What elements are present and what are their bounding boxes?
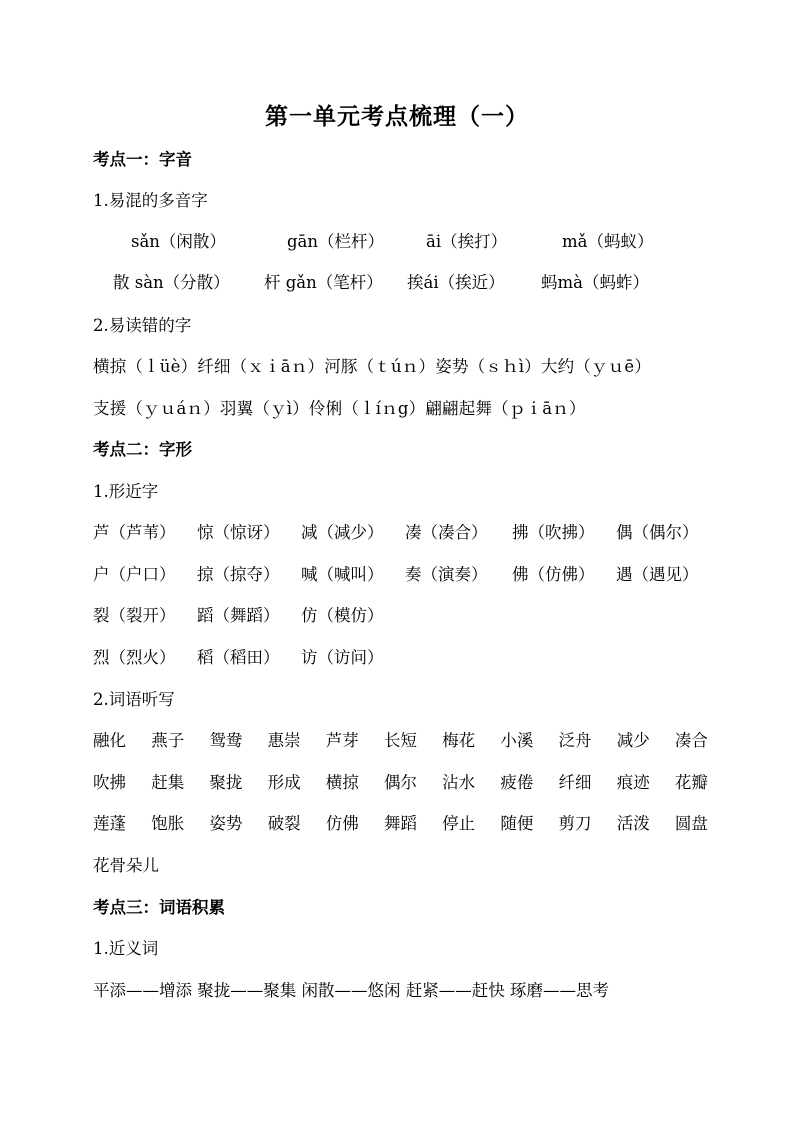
similar-item: 拂（吹拂）: [512, 523, 595, 542]
section3-heading: 考点三：词语积累: [93, 898, 225, 917]
polyphone-item: gān（栏杆）: [287, 232, 385, 251]
dictation-word: 芦芽: [325, 731, 359, 750]
dictation-word: 停止: [442, 814, 476, 833]
dictation-word: 随便: [500, 814, 534, 833]
similar-item: 仿（模仿）: [301, 606, 384, 625]
dictation-word: 花瓣: [674, 773, 708, 792]
dictation-word: 鸳鸯: [209, 731, 243, 750]
dictation-word: 舞蹈: [383, 814, 417, 833]
synonym-line: 平添——增添 聚拢——聚集 闲散——悠闲 赶紧——赶快 琢磨——思考: [93, 981, 609, 1000]
dictation-word: 沾水: [442, 773, 476, 792]
section2-sub1: 1.形近字: [93, 482, 159, 501]
dictation-word: 融化: [93, 731, 126, 750]
polyphone-item: 蚂mà（蚂蚱）: [541, 273, 649, 292]
similar-item: 偶（偶尔）: [616, 523, 699, 542]
similar-row-3: [93, 604, 734, 628]
misread-line-1: 横掠（ｌüè）纤细（ｘｉāｎ）河豚（ｔúｎ）姿势（ｓｈì）大约（ｙｕē）: [93, 357, 652, 376]
similar-item: 稻（稻田）: [197, 648, 280, 667]
similar-item: 烈（烈火）: [93, 648, 176, 667]
similar-item: 遇（遇见）: [616, 565, 699, 584]
dictation-word: 赶集: [151, 773, 185, 792]
similar-item: 惊（惊讶）: [197, 523, 280, 542]
dictation-row-2: [93, 771, 734, 795]
dictation-word: 姿势: [209, 814, 243, 833]
dictation-row-1: [93, 729, 734, 753]
dictation-word: 活泼: [616, 814, 650, 833]
dictation-word: 燕子: [151, 731, 185, 750]
similar-item: 奏（演奏）: [405, 565, 488, 584]
polyphone-item: mǎ（蚂蚁）: [562, 232, 654, 251]
dictation-word: 形成: [267, 773, 301, 792]
section2-heading: 考点二：字形: [93, 440, 192, 459]
dictation-word: 莲蓬: [93, 814, 126, 833]
similar-item: 访（访问）: [301, 648, 384, 667]
polyphone-item: sǎn（闲散）: [131, 232, 226, 251]
dictation-word: 泛舟: [558, 731, 592, 750]
polyphone-row-1: [131, 230, 734, 254]
dictation-word: 剪刀: [558, 814, 592, 833]
dictation-word: 减少: [616, 731, 650, 750]
polyphone-item: 杆 gǎn（笔杆）: [264, 273, 383, 292]
similar-item: 蹈（舞蹈）: [197, 606, 280, 625]
dictation-word: 聚拢: [209, 773, 243, 792]
similar-item: 凑（凑合）: [405, 523, 488, 542]
section2-sub2: 2.词语听写: [93, 690, 175, 709]
polyphone-item: āi（挨打）: [426, 232, 508, 251]
dictation-word: 仿佛: [325, 814, 359, 833]
dictation-word: 痕迹: [616, 773, 650, 792]
similar-item: 减（减少）: [301, 523, 384, 542]
section1-heading: 考点一：字音: [93, 150, 192, 169]
dictation-word: 长短: [383, 731, 417, 750]
dictation-row-3: [93, 812, 734, 836]
dictation-word: 吹拂: [93, 773, 126, 792]
similar-item: 户（户口）: [93, 565, 176, 584]
polyphone-row-2: [113, 271, 734, 295]
section1-sub1: 1.易混的多音字: [93, 191, 208, 210]
page-title: 第一单元考点梳理（一）: [265, 103, 529, 130]
dictation-word: 小溪: [500, 731, 534, 750]
dictation-word: 破裂: [267, 814, 301, 833]
polyphone-item: 挨ái（挨近）: [407, 273, 505, 292]
dictation-word: 饱胀: [151, 814, 185, 833]
dictation-word: 圆盘: [674, 814, 708, 833]
dictation-word: 梅花: [442, 731, 476, 750]
similar-item: 喊（喊叫）: [301, 565, 384, 584]
dictation-word: 偶尔: [383, 773, 417, 792]
similar-item: 裂（裂开）: [93, 606, 176, 625]
similar-item: 佛（仿佛）: [512, 565, 595, 584]
dictation-word: 花骨朵儿: [93, 856, 159, 875]
section1-sub2: 2.易读错的字: [93, 316, 192, 335]
similar-row-1: [93, 521, 734, 545]
dictation-row-4: [93, 854, 734, 878]
dictation-word: 疲倦: [500, 773, 534, 792]
similar-row-4: [93, 646, 734, 670]
dictation-word: 横掠: [325, 773, 359, 792]
polyphone-item: 散 sàn（分散）: [113, 273, 230, 292]
similar-item: 掠（掠夺）: [197, 565, 280, 584]
similar-row-2: [93, 563, 734, 587]
dictation-word: 纤细: [558, 773, 592, 792]
similar-item: 芦（芦苇）: [93, 523, 176, 542]
dictation-word: 惠崇: [267, 731, 301, 750]
dictation-word: 凑合: [674, 731, 708, 750]
misread-line-2: 支援（ｙｕáｎ）羽翼（ｙì）伶俐（ｌíｎg）翩翩起舞（ｐｉāｎ）: [93, 399, 586, 418]
section3-sub1: 1.近义词: [93, 939, 159, 958]
